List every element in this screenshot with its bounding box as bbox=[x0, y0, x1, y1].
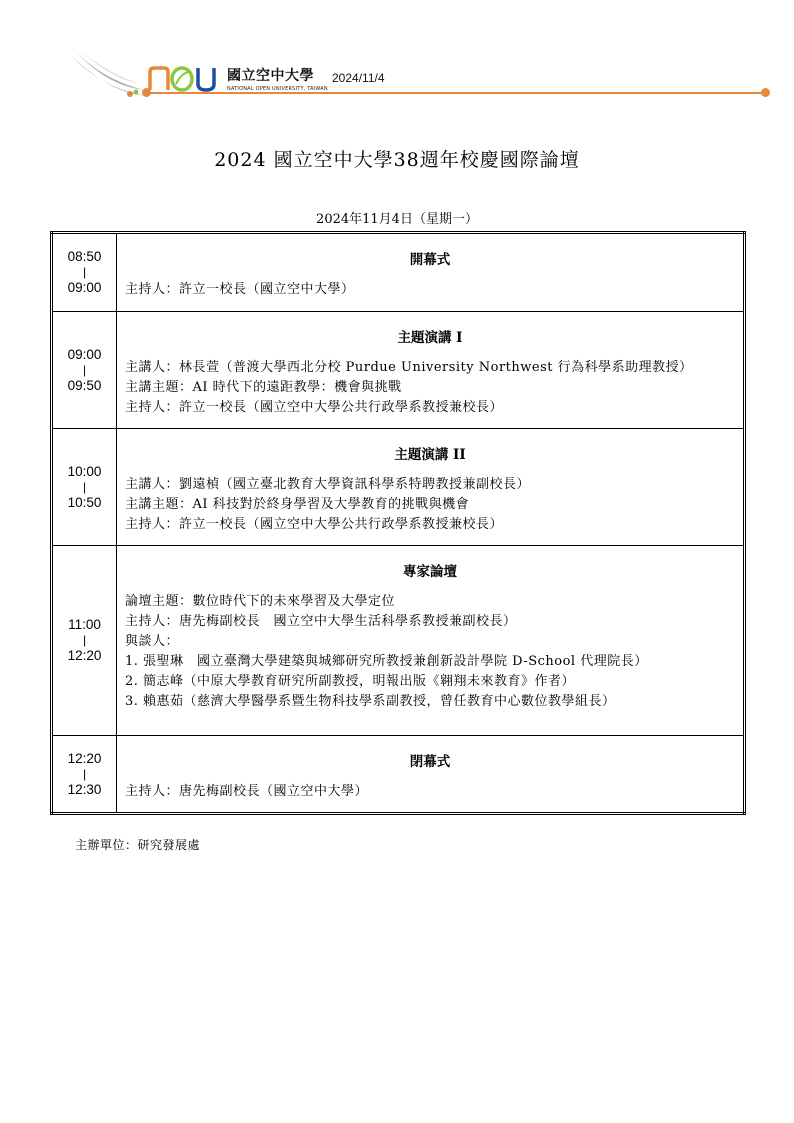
session-content bbox=[117, 736, 745, 814]
session-detail-line: 主持人：唐先梅副校長（國立空中大學） bbox=[125, 784, 369, 799]
session-detail-line: 主講人：林長萱（普渡大學西北分校 Purdue University Northwest 行為科學系助理教授） bbox=[125, 360, 693, 375]
end-time: 12:20 bbox=[67, 648, 102, 663]
start-time: 08:50 bbox=[67, 249, 102, 264]
page-header bbox=[70, 48, 770, 108]
time-separator: | bbox=[82, 265, 87, 279]
agenda-row bbox=[52, 233, 745, 312]
session-detail-line: 主持人：唐先梅副校長 國立空中大學生活科學系教授兼副校長） bbox=[125, 614, 517, 629]
time-cell bbox=[52, 546, 117, 736]
agenda-row bbox=[52, 312, 745, 429]
session-title: 主題演講 I bbox=[397, 330, 463, 346]
start-time: 10:00 bbox=[67, 463, 102, 479]
university-english-name: NATIONAL OPEN UNIVERSITY, TAIWAN bbox=[227, 86, 328, 92]
session-detail-line: 主講主題：AI 時代下的遠距教學：機會與挑戰 bbox=[125, 380, 402, 395]
divider-dot-left bbox=[142, 88, 151, 97]
session-detail-line: 主持人：許立一校長（國立空中大學公共行政學系教授兼校長） bbox=[125, 517, 504, 532]
event-date: 2024年11月4日（星期一） bbox=[316, 212, 478, 227]
session-detail-line: 2. 簡志峰（中原大學教育研究所副教授，明報出版《翱翔未來教育》作者） bbox=[125, 674, 576, 689]
session-title: 開幕式 bbox=[409, 252, 451, 268]
session-detail-line: 主講人：劉遠楨（國立臺北教育大學資訊科學系特聘教授兼副校長） bbox=[125, 477, 531, 492]
time-separator: | bbox=[82, 766, 87, 781]
time-separator: | bbox=[82, 479, 87, 494]
organizer-note: 主辦單位：研究發展處 bbox=[75, 838, 201, 852]
time-cell bbox=[52, 233, 117, 312]
nou-logo-icon bbox=[148, 66, 218, 92]
agenda-row bbox=[52, 736, 745, 814]
time-separator: | bbox=[82, 633, 87, 647]
time-cell bbox=[52, 312, 117, 429]
session-detail-line: 主講主題：AI 科技對於終身學習及大學教育的挑戰與機會 bbox=[125, 497, 470, 512]
end-time: 10:50 bbox=[67, 494, 102, 510]
agenda-row bbox=[52, 546, 745, 736]
session-detail-line: 3. 賴惠茹（慈濟大學醫學系暨生物科技學系副教授，曾任教育中心數位教學組長） bbox=[125, 694, 616, 709]
header-date: 2024/11/4 bbox=[332, 71, 385, 85]
page-title: 2024 國立空中大學38週年校慶國際論壇 bbox=[214, 149, 580, 171]
session-title: 閉幕式 bbox=[409, 754, 451, 770]
end-time: 09:00 bbox=[67, 280, 102, 295]
start-time: 12:20 bbox=[67, 750, 102, 766]
session-title: 專家論壇 bbox=[403, 564, 457, 580]
agenda-row bbox=[52, 429, 745, 546]
session-content bbox=[117, 312, 745, 429]
session-detail-line: 論壇主題：數位時代下的未來學習及大學定位 bbox=[125, 594, 396, 609]
session-detail-line: 與談人： bbox=[125, 634, 180, 649]
end-time: 09:50 bbox=[67, 377, 102, 393]
start-time: 09:00 bbox=[67, 346, 102, 362]
header-divider bbox=[145, 92, 764, 94]
time-separator: | bbox=[82, 362, 87, 377]
agenda-table bbox=[50, 231, 746, 815]
time-cell bbox=[52, 429, 117, 546]
end-time: 12:30 bbox=[67, 781, 102, 797]
session-detail-line: 主持人：許立一校長（國立空中大學公共行政學系教授兼校長） bbox=[125, 400, 504, 415]
session-content bbox=[117, 546, 745, 736]
university-name: 國立空中大學 bbox=[227, 68, 314, 84]
session-detail-line: 1. 張聖琳 國立臺灣大學建築與城鄉研究所教授兼創新設計學院 D-School 代理院長） bbox=[125, 654, 648, 669]
session-content bbox=[117, 429, 745, 546]
session-content bbox=[117, 233, 745, 312]
swoosh-logo-graphic bbox=[70, 48, 150, 106]
session-detail-line: 主持人：許立一校長（國立空中大學） bbox=[125, 282, 355, 297]
start-time: 11:00 bbox=[68, 617, 101, 632]
divider-dot-right bbox=[761, 88, 770, 97]
session-title: 主題演講 II bbox=[394, 447, 466, 463]
time-cell bbox=[52, 736, 117, 814]
